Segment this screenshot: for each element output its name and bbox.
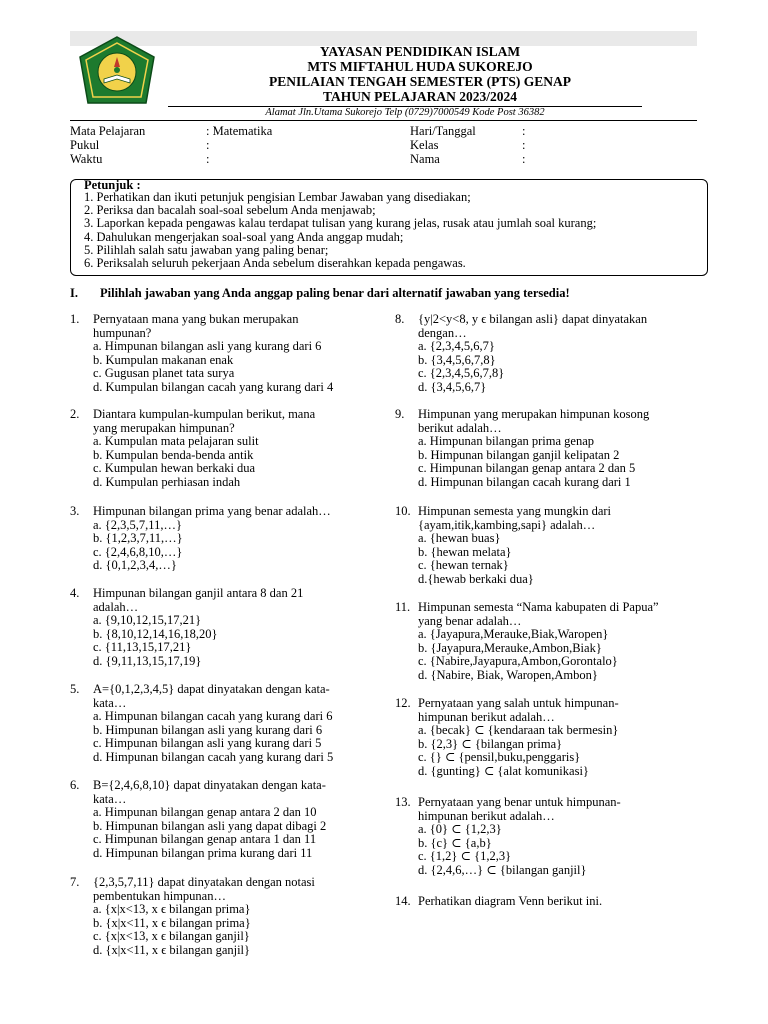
header-bottom-divider — [70, 120, 697, 121]
question-item — [70, 313, 375, 395]
question-text: A={0,1,2,3,4,5} dapat dinyatakan dengan kata- — [93, 682, 330, 696]
question-text: kata… — [93, 791, 127, 806]
question-item — [395, 505, 695, 587]
answer-option: d. Himpunan bilangan cacah kurang dari 1 — [418, 474, 631, 489]
answer-option: b. {x|x<11, x ϵ bilangan prima} — [93, 915, 251, 930]
instruction-item: 6. Periksalah seluruh pekerjaan Anda sebelum diserahkan kepada pengawas. — [84, 256, 466, 271]
answer-option: b. Himpunan bilangan ganjil kelipatan 2 — [418, 447, 620, 462]
instructions-title: Petunjuk : — [84, 178, 141, 192]
answer-option: a. {Jayapura,Merauke,Biak,Waropen} — [418, 627, 609, 642]
info-left-labels — [70, 124, 145, 166]
question-number: 8. — [395, 312, 405, 326]
question-text: himpunan berikut adalah… — [418, 808, 555, 823]
question-number: 3. — [70, 504, 80, 518]
info-label: Kelas — [410, 138, 439, 152]
answer-option: a. Himpunan bilangan genap antara 2 dan 10 — [93, 805, 317, 820]
question-item — [395, 895, 695, 909]
answer-option: b. Kumpulan makanan enak — [93, 352, 234, 367]
question-text: Pernyataan yang salah untuk himpunan- — [418, 696, 619, 710]
answer-option: d. {0,1,2,3,4,…} — [93, 558, 177, 573]
question-text: {2,3,5,7,11} dapat dinyatakan dengan notasi — [93, 875, 315, 889]
section-title: Pilihlah jawaban yang Anda anggap paling benar dari alternatif jawaban yang tersedia! — [100, 286, 570, 300]
question-text: {y|2<y<8, y ϵ bilangan asli} dapat dinyatakan — [418, 312, 648, 326]
question-text: Pernyataan mana yang bukan merupakan — [93, 312, 299, 326]
info-label: Mata Pelajaran — [70, 124, 146, 138]
question-text: Himpunan semesta yang mungkin dari — [418, 504, 612, 518]
info-label: Pukul — [70, 138, 100, 152]
instruction-item: 1. Perhatikan dan ikuti petunjuk pengisian Lembar Jawaban yang disediakan; — [84, 190, 471, 204]
question-number: 12. — [395, 696, 411, 710]
instruction-item: 2. Periksa dan bacalah soal-soal sebelum Anda menjawab; — [84, 203, 376, 218]
question-item — [70, 876, 375, 958]
question-text: Himpunan yang merupakan himpunan kosong — [418, 407, 650, 421]
info-value: : — [206, 152, 210, 166]
answer-option: d. {Nabire, Biak, Waropen,Ambon} — [418, 667, 598, 682]
answer-option: c. {Nabire,Jayapura,Ambon,Gorontalo} — [418, 654, 618, 669]
answer-option: a. Kumpulan mata pelajaran sulit — [93, 434, 259, 449]
question-text: Diantara kumpulan-kumpulan berikut, mana — [93, 407, 316, 421]
question-text: {ayam,itik,kambing,sapi} adalah… — [418, 517, 596, 532]
question-text: adalah… — [93, 599, 139, 614]
question-text: himpunan berikut adalah… — [418, 709, 555, 724]
question-item — [70, 683, 375, 765]
question-text: yang merupakan himpunan? — [93, 420, 235, 435]
academic-year: TAHUN PELAJARAN 2023/2024 — [322, 89, 517, 104]
answer-option: b. {Jayapura,Merauke,Ambon,Biak} — [418, 640, 602, 655]
school-logo — [78, 35, 156, 105]
answer-option: b. {hewan melata} — [418, 544, 512, 559]
answer-option: d. {9,11,13,15,17,19} — [93, 653, 202, 668]
school-address: Alamat Jln.Utama Sukorejo Telp (0729)7000549 Kode Post 36382 — [265, 107, 545, 118]
answer-option: a. {9,10,12,15,17,21} — [93, 613, 202, 628]
info-value: : — [522, 138, 526, 152]
answer-option: b. Himpunan bilangan asli yang dapat dibagi 2 — [93, 818, 327, 833]
question-text: berikut adalah… — [418, 420, 502, 435]
info-right-values — [522, 124, 525, 166]
answer-option: a. {becak} ⊂ {kendaraan tak bermesin} — [418, 723, 619, 738]
answer-option: c. {2,3,4,5,6,7,8} — [418, 366, 505, 381]
question-number: 4. — [70, 586, 80, 600]
question-item — [395, 313, 695, 395]
foundation-name: YAYASAN PENDIDIKAN ISLAM — [319, 44, 521, 59]
answer-option: c. Kumpulan hewan berkaki dua — [93, 461, 256, 476]
answer-option: c. {1,2} ⊂ {1,2,3} — [418, 849, 512, 864]
answer-option: c. {x|x<13, x ϵ bilangan ganjil} — [93, 929, 250, 944]
answer-option: c. Himpunan bilangan genap antara 2 dan 5 — [418, 461, 636, 476]
answer-option: d. {3,4,5,6,7} — [418, 379, 487, 394]
question-item — [70, 505, 375, 573]
exam-title: PENILAIAN TENGAH SEMESTER (PTS) GENAP — [268, 74, 572, 89]
answer-option: b. {8,10,12,14,16,18,20} — [93, 626, 218, 641]
question-number: 1. — [70, 312, 80, 326]
question-number: 9. — [395, 407, 405, 421]
answer-option: b. {2,3} ⊂ {bilangan prima} — [418, 736, 563, 751]
document-header — [170, 44, 670, 104]
info-value: : — [522, 124, 526, 138]
answer-option: d.{hewab berkaki dua} — [418, 571, 534, 586]
question-number: 5. — [70, 682, 80, 696]
answer-option: d. {gunting} ⊂ {alat komunikasi} — [418, 763, 589, 778]
answer-option: a. {0} ⊂ {1,2,3} — [418, 822, 502, 837]
question-item — [395, 601, 695, 683]
answer-option: c. {11,13,15,17,21} — [93, 640, 192, 655]
question-number: 11. — [395, 600, 411, 614]
answer-option: c. {2,4,6,8,10,…} — [93, 544, 183, 559]
instruction-item: 5. Pilihlah salah satu jawaban yang paling benar; — [84, 242, 329, 257]
question-item — [70, 587, 375, 669]
question-text: Himpunan bilangan prima yang benar adalah… — [93, 504, 331, 518]
instruction-item: 4. Dahulukan mengerjakan soal-soal yang Anda anggap mudah; — [84, 229, 404, 244]
info-right-labels — [410, 124, 476, 166]
question-number: 6. — [70, 778, 80, 792]
info-label: Nama — [410, 152, 440, 166]
question-text: B={2,4,6,8,10} dapat dinyatakan dengan kata- — [93, 778, 326, 792]
question-text: humpunan? — [93, 325, 152, 340]
answer-option: d. Himpunan bilangan cacah yang kurang dari 5 — [93, 749, 334, 764]
section-number: I. — [70, 286, 78, 300]
answer-option: b. Himpunan bilangan asli yang kurang dari 6 — [93, 722, 323, 737]
instructions-list — [84, 191, 596, 270]
answer-option: a. Himpunan bilangan cacah yang kurang dari 6 — [93, 709, 333, 724]
answer-option: a. {hewan buas} — [418, 531, 501, 546]
info-value-subject: : Matematika — [206, 124, 273, 138]
question-text: yang benar adalah… — [418, 613, 522, 628]
answer-option: c. {} ⊂ {pensil,buku,penggaris} — [418, 750, 581, 765]
question-text: dengan… — [418, 325, 467, 340]
question-item — [395, 408, 695, 490]
question-text: Himpunan semesta “Nama kabupaten di Papua” — [418, 600, 659, 614]
answer-option: d. Kumpulan bilangan cacah yang kurang dari 4 — [93, 379, 334, 394]
question-number: 13. — [395, 795, 411, 809]
question-item — [70, 779, 375, 861]
answer-option: b. {c} ⊂ {a,b} — [418, 835, 492, 850]
answer-option: c. {hewan ternak} — [418, 558, 509, 573]
question-item — [70, 408, 375, 490]
answer-option: a. Himpunan bilangan asli yang kurang dari 6 — [93, 339, 322, 354]
answer-option: a. {2,3,5,7,11,…} — [93, 517, 182, 532]
answer-option: b. {3,4,5,6,7,8} — [418, 352, 496, 367]
question-number: 14. — [395, 894, 411, 908]
answer-option: a. Himpunan bilangan prima genap — [418, 434, 594, 449]
question-text: Himpunan bilangan ganjil antara 8 dan 21 — [93, 586, 304, 600]
question-number: 10. — [395, 504, 411, 518]
info-label: Waktu — [70, 152, 103, 166]
question-number: 7. — [70, 875, 80, 889]
answer-option: c. Himpunan bilangan genap antara 1 dan 11 — [93, 832, 317, 847]
answer-option: d. {x|x<11, x ϵ bilangan ganjil} — [93, 942, 251, 957]
info-left-values — [206, 124, 272, 166]
question-number: 2. — [70, 407, 80, 421]
answer-option: d. Kumpulan perhiasan indah — [93, 474, 241, 489]
answer-option: a. {2,3,4,5,6,7} — [418, 339, 495, 354]
question-text: kata… — [93, 695, 127, 710]
answer-option: a. {x|x<13, x ϵ bilangan prima} — [93, 902, 251, 917]
question-item — [395, 796, 695, 878]
question-text: pembentukan himpunan… — [93, 888, 226, 903]
answer-option: b. Kumpulan benda-benda antik — [93, 447, 254, 462]
section-heading — [70, 286, 570, 300]
question-text: Perhatikan diagram Venn berikut ini. — [418, 894, 603, 908]
answer-option: c. Gugusan planet tata surya — [93, 366, 235, 381]
instruction-item: 3. Laporkan kepada pengawas kalau terdapat tulisan yang kurang jelas, rusak atau jumlah soal kurang; — [84, 216, 597, 231]
answer-option: c. Himpunan bilangan asli yang kurang dari 5 — [93, 736, 322, 751]
answer-option: d. Himpunan bilangan prima kurang dari 11 — [93, 845, 313, 860]
question-text: Pernyataan yang benar untuk himpunan- — [418, 795, 621, 809]
answer-option: d. {2,4,6,…} ⊂ {bilangan ganjil} — [418, 862, 587, 877]
school-name: MTS MIFTAHUL HUDA SUKOREJO — [307, 59, 533, 74]
question-item — [395, 697, 695, 779]
answer-option: b. {1,2,3,7,11,…} — [93, 531, 183, 546]
info-value: : — [522, 152, 526, 166]
info-label: Hari/Tanggal — [410, 124, 476, 138]
info-value: : — [206, 138, 210, 152]
